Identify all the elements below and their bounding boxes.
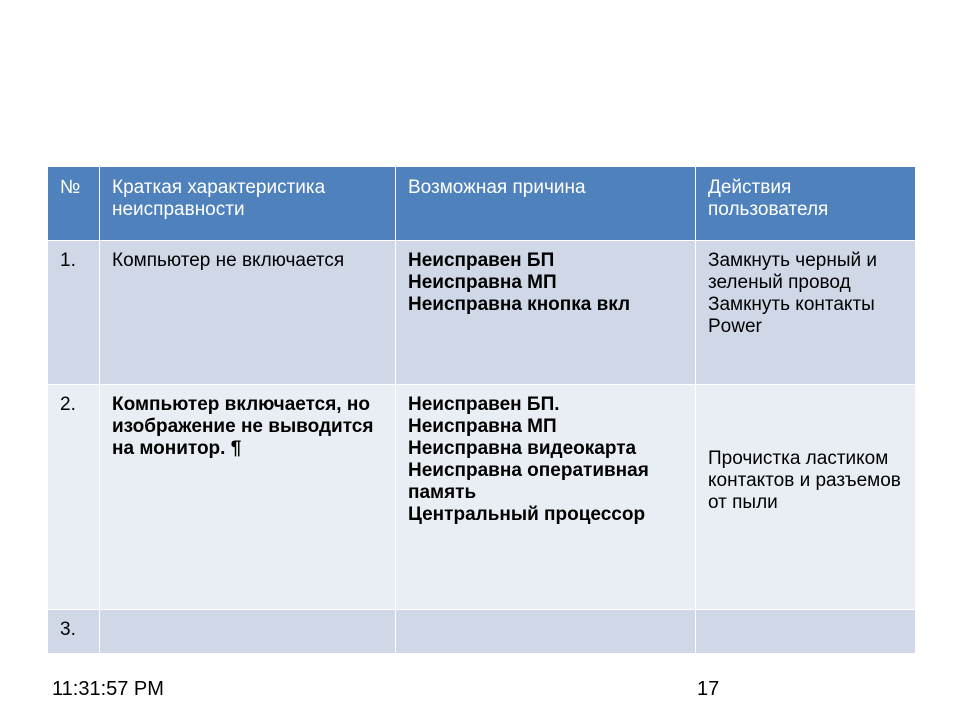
- footer-time: 11:31:57 PM: [52, 678, 164, 700]
- fault-table: [47, 166, 916, 654]
- header-symptom: Краткая характеристика неисправности: [100, 167, 396, 241]
- header-actions: Действия пользователя: [696, 167, 916, 241]
- cause-line: Неисправна кнопка вкл: [408, 294, 631, 315]
- table-row: [48, 385, 916, 610]
- action-line: Замкнуть черный и зеленый провод: [708, 250, 877, 293]
- action-line: Замкнуть контакты Power: [708, 294, 875, 337]
- cause-cell: [396, 241, 696, 385]
- cause-line: Неисправна МП: [408, 272, 557, 293]
- header-cause: Возможная причина: [396, 167, 696, 241]
- action-line: Прочистка ластиком контактов и разъемов от пыли: [708, 448, 901, 513]
- table-row: [48, 241, 916, 385]
- cause-cell: [396, 385, 696, 610]
- symptom-cell: [100, 610, 396, 654]
- symptom-cell: Компьютер включается, но изображение не выводится на монитор. ¶: [100, 385, 396, 610]
- header-number: №: [48, 167, 100, 241]
- cause-line: Неисправна МП: [408, 416, 557, 437]
- row-number: 2.: [48, 385, 100, 610]
- cause-line: Центральный процессор: [408, 504, 646, 525]
- row-number: 1.: [48, 241, 100, 385]
- table-row: [48, 610, 916, 654]
- actions-cell: [696, 241, 916, 385]
- cause-line: Неисправен БП.: [408, 394, 560, 415]
- table-header-row: [48, 167, 916, 241]
- actions-cell: [696, 610, 916, 654]
- actions-cell: [696, 385, 916, 610]
- cause-line: Неисправен БП: [408, 250, 555, 271]
- cause-line: Неисправна видеокарта: [408, 438, 637, 459]
- cause-cell: [396, 610, 696, 654]
- cause-line: Неисправна оперативная память: [408, 460, 649, 503]
- footer-page-number: 17: [697, 678, 720, 700]
- row-number: 3.: [48, 610, 100, 654]
- symptom-cell: Компьютер не включается: [100, 241, 396, 385]
